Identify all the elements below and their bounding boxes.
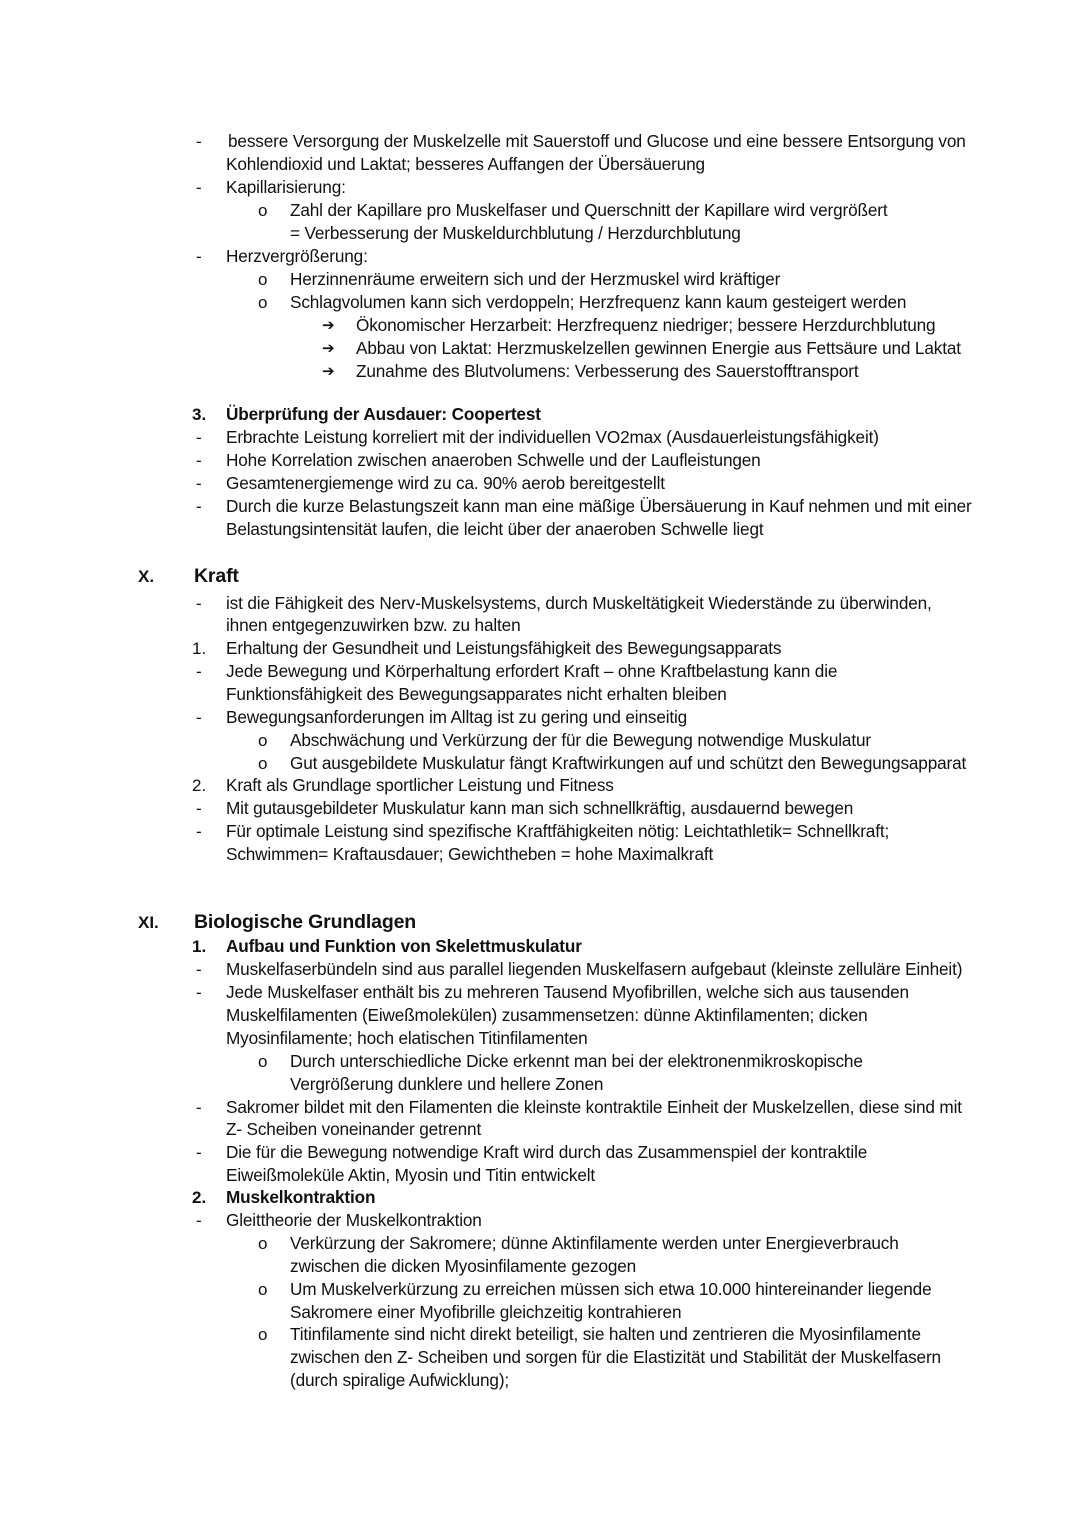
text-line: Durch die kurze Belastungszeit kann man eine mäßige Übersäuerung in Kauf nehmen und mit einer [226,496,972,516]
text-line: Jede Muskelfaser enthält bis zu mehreren Tausend Myofibrillen, welche sich aus tausenden [226,982,909,1002]
text-line: Sakromere einer Myofibrille gleichzeitig kontrahieren [290,1302,682,1322]
list-marker: X. [138,567,155,586]
text-line: Vergrößerung dunklere und hellere Zonen [290,1074,604,1094]
text-line: Um Muskelverkürzung zu erreichen müssen sich etwa 10.000 hintereinander liegende [290,1279,932,1299]
list-marker: - [196,799,202,818]
text-line: bessere Versorgung der Muskelzelle mit Sauerstoff und Glucose und eine bessere Entsorgung von [228,131,966,151]
text-line: Zahl der Kapillare pro Muskelfaser und Querschnitt der Kapillare wird vergrößert [290,200,888,220]
list-marker: o [258,270,268,289]
arrow-right-icon: ➔ [322,340,335,357]
section-heading: Biologische Grundlagen [194,911,417,933]
text-line: Gut ausgebildete Muskulatur fängt Kraftwirkungen auf und schützt den Bewegungsapparat [290,753,967,773]
text-line: Sakromer bildet mit den Filamenten die kleinste kontraktile Einheit der Muskelzellen, diese sind mit [226,1097,962,1117]
text-line: ihnen entgegenzuwirken bzw. zu halten [226,615,521,635]
list-marker: o [258,1280,268,1299]
arrow-right-icon: ➔ [322,317,335,334]
list-marker: - [196,708,202,727]
text-line: Mit gutausgebildeter Muskulatur kann man sich schnellkräftig, ausdauernd bewegen [226,798,854,818]
list-marker: - [196,662,202,681]
text-line: zwischen die dicken Myosinfilamente gezogen [290,1256,637,1276]
text-line: Muskelfaserbündeln sind aus parallel liegenden Muskelfasern aufgebaut (kleinste zelluläre Einheit) [226,959,963,979]
text-line: zwischen den Z- Scheiben und sorgen für die Elastizität und Stabilität der Muskelfasern [290,1347,941,1367]
list-marker: - [196,451,202,470]
text-line: Kohlendioxid und Laktat; besseres Auffangen der Übersäuerung [226,154,705,174]
text-line: Herzinnenräume erweitern sich und der Herzmuskel wird kräftiger [290,269,781,289]
text-line: Titinfilamente sind nicht direkt beteiligt, sie halten und zentrieren die Myosinfilamente [290,1324,921,1344]
text-line: Funktionsfähigkeit des Bewegungsapparates nicht erhalten bleiben [226,684,727,704]
text-line: Myosinfilamente; hoch elatischen Titinfilamenten [226,1028,588,1048]
list-marker: 3. [192,405,207,424]
text-line: Eiweißmoleküle Aktin, Myosin und Titin entwickelt [226,1165,596,1185]
text-line: Für optimale Leistung sind spezifische Kraftfähigkeiten nötig: Leichtathletik= Schnellkraft; [226,821,890,841]
list-marker: o [258,1234,268,1253]
list-marker: - [196,132,202,151]
text-line: Abschwächung und Verkürzung der für die Bewegung notwendige Muskulatur [290,730,871,750]
list-marker: 1. [192,937,207,956]
list-marker: 1. [192,639,207,658]
text-line: Herzvergrößerung: [226,246,368,266]
list-marker: - [196,960,202,979]
list-marker: - [196,474,202,493]
list-marker: 2. [192,1188,207,1207]
text-line: Verkürzung der Sakromere; dünne Aktinfilamente werden unter Energieverbrauch [290,1233,899,1253]
text-line: Gleittheorie der Muskelkontraktion [226,1210,482,1230]
list-marker: - [196,594,202,613]
text-line: Zunahme des Blutvolumens: Verbesserung des Sauerstofftransport [356,361,859,381]
subsection-heading: Überprüfung der Ausdauer: Coopertest [226,404,541,424]
list-marker: - [196,428,202,447]
list-marker: - [196,178,202,197]
text-line: Erbrachte Leistung korreliert mit der individuellen VO2max (Ausdauerleistungsfähigkeit) [226,427,879,447]
list-marker: o [258,201,268,220]
text-line: Die für die Bewegung notwendige Kraft wird durch das Zusammenspiel der kontraktile [226,1142,868,1162]
text-line: = Verbesserung der Muskeldurchblutung / Herzdurchblutung [290,223,741,243]
text-line: Schwimmen= Kraftausdauer; Gewichtheben = hohe Maximalkraft [226,844,714,864]
text-line: Ökonomischer Herzarbeit: Herzfrequenz niedriger; bessere Herzdurchblutung [356,315,936,335]
list-marker: o [258,754,268,773]
list-marker: o [258,293,268,312]
list-marker: - [196,822,202,841]
list-marker: - [196,983,202,1002]
text-line: Hohe Korrelation zwischen anaeroben Schwelle und der Laufleistungen [226,450,761,470]
text-line: Jede Bewegung und Körperhaltung erfordert Kraft – ohne Kraftbelastung kann die [226,661,838,681]
text-line: Bewegungsanforderungen im Alltag ist zu gering und einseitig [226,707,688,727]
list-marker: 2. [192,776,207,795]
text-line: (durch spiralige Aufwicklung); [290,1370,510,1390]
list-marker: - [196,497,202,516]
subsection-heading: Muskelkontraktion [226,1187,376,1207]
section-heading: Kraft [194,565,239,587]
subsection-heading: Aufbau und Funktion von Skelettmuskulatur [226,936,582,956]
list-marker: - [196,1211,202,1230]
text-line: ist die Fähigkeit des Nerv-Muskelsystems, durch Muskeltätigkeit Wiederstände zu überwinden, [226,593,932,613]
text-line: Kapillarisierung: [226,177,346,197]
arrow-right-icon: ➔ [322,363,335,380]
text-line: Kraft als Grundlage sportlicher Leistung und Fitness [226,775,614,795]
list-marker: o [258,1325,268,1344]
text-line: Muskelfilamenten (Eiweßmolekülen) zusammensetzen: dünne Aktinfilamenten; dicken [226,1005,868,1025]
list-marker: XI. [138,913,159,932]
text-line: Schlagvolumen kann sich verdoppeln; Herzfrequenz kann kaum gesteigert werden [290,292,907,312]
text-line: Belastungsintensität laufen, die leicht über der anaeroben Schwelle liegt [226,519,764,539]
text-line: Durch unterschiedliche Dicke erkennt man bei der elektronenmikroskopische [290,1051,863,1071]
text-line: Abbau von Laktat: Herzmuskelzellen gewinnen Energie aus Fettsäure und Laktat [356,338,961,358]
list-marker: - [196,247,202,266]
text-line: Gesamtenergiemenge wird zu ca. 90% aerob bereitgestellt [226,473,665,493]
list-marker: o [258,731,268,750]
list-marker: - [196,1098,202,1117]
list-marker: o [258,1052,268,1071]
list-marker: - [196,1143,202,1162]
text-line: Z- Scheiben voneinander getrennt [226,1119,482,1139]
text-line: Erhaltung der Gesundheit und Leistungsfähigkeit des Bewegungsapparats [226,638,782,658]
